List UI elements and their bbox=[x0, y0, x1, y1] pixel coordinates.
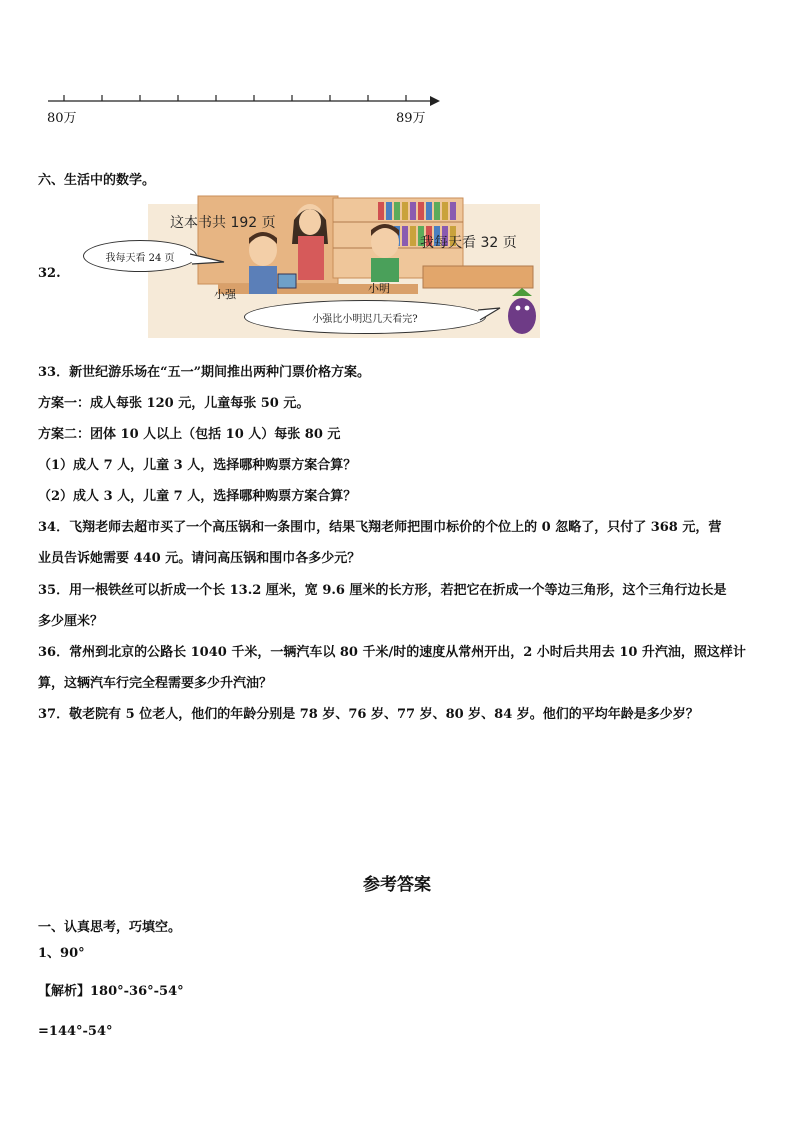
q36-line2: 算，这辆汽车行完全程需要多少升汽油？ bbox=[38, 676, 273, 691]
answer-analysis: 【解析】180°-36°-54° bbox=[38, 984, 184, 999]
number-line-axis bbox=[44, 88, 444, 128]
number-line-start-label: 80万 bbox=[47, 111, 77, 126]
q35-line2: 多少厘米？ bbox=[38, 614, 104, 629]
bubble-tail-right bbox=[476, 306, 506, 326]
name-xiaoqiang: 小强 bbox=[214, 288, 236, 301]
number-line-end-label: 89万 bbox=[396, 111, 426, 126]
bubble-tail-left bbox=[190, 250, 230, 270]
q33-plan2: 方案二：团体 10 人以上（包括 10 人）每张 80 元 bbox=[38, 427, 341, 442]
q35-line1: 35．用一根铁丝可以折成一个长 13.2 厘米，宽 9.6 厘米的长方形，若把它在折成一个等边三角形，这个三角行边长是 bbox=[38, 583, 727, 598]
name-xiaoming: 小明 bbox=[368, 282, 390, 295]
number-line bbox=[44, 88, 444, 128]
q33-plan1: 方案一：成人每张 120 元，儿童每张 50 元。 bbox=[38, 396, 310, 411]
answer-1: 1、90° bbox=[38, 946, 85, 961]
question-bubble bbox=[244, 300, 486, 334]
q34-line1: 34．飞翔老师去超市买了一个高压锅和一条围巾，结果飞翔老师把围巾标价的个位上的 0 忽略了，只付了 368 元，营 bbox=[38, 520, 722, 535]
illustration bbox=[78, 192, 558, 342]
answers-title: 参考答案 bbox=[363, 875, 431, 895]
answers-section-heading: 一、认真思考，巧填空。 bbox=[38, 920, 182, 935]
book-caption: 这本书共 192 页 bbox=[170, 215, 276, 231]
section-heading: 六、生活中的数学。 bbox=[38, 173, 156, 188]
speech-bubble-xiaoqiang bbox=[83, 240, 197, 272]
question-number: 32. bbox=[38, 266, 61, 281]
question-text: 小强比小明迟几天看完? bbox=[312, 313, 418, 325]
q36-line1: 36．常州到北京的公路长 1040 千米，一辆汽车以 80 千米/时的速度从常州开出，2 小时后共用去 10 升汽油，照这样计 bbox=[38, 645, 746, 660]
answer-step: =144°-54° bbox=[38, 1024, 113, 1039]
q33-sub1: （1）成人 7 人，儿童 3 人，选择哪种购票方案合算？ bbox=[38, 458, 357, 473]
q33-sub2: （2）成人 3 人，儿童 7 人，选择哪种购票方案合算？ bbox=[38, 489, 357, 504]
speech-xiaoming: 我每天看 32 页 bbox=[420, 235, 517, 251]
q37-text: 37．敬老院有 5 位老人，他们的年龄分别是 78 岁、76 岁、77 岁、80 岁、84 岁。他们的平均年龄是多少岁？ bbox=[38, 707, 699, 722]
q33-stem: 33．新世纪游乐场在“五一”期间推出两种门票价格方案。 bbox=[38, 365, 371, 380]
q34-line2: 业员告诉她需要 440 元。请问高压锅和围巾各多少元？ bbox=[38, 551, 361, 566]
speech-xiaoqiang: 我每天看 24 页 bbox=[105, 252, 175, 264]
